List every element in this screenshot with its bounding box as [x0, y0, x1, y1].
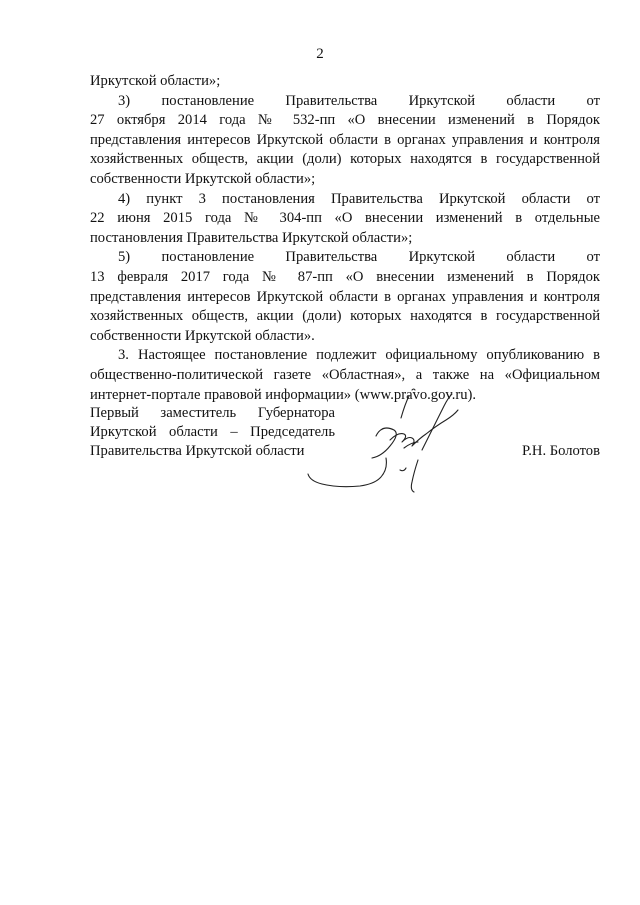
text-line: 13 февраля 2017 года № 87-пп «О внесении изменений в Порядок — [90, 268, 600, 285]
text-line: хозяйственных обществ, акции (доли) которых находятся в государственной — [90, 308, 600, 325]
text-line: 22 июня 2015 года № 304-пп «О внесении изменений в отдельные — [90, 210, 600, 227]
text-line: 3. Настоящее постановление подлежит официальному опубликованию в — [118, 347, 600, 364]
text-line: 27 октября 2014 года № 532-пп «О внесении изменений в Порядок — [90, 112, 600, 129]
text-line: собственности Иркутской области». — [90, 327, 315, 344]
signatory-title-line: Иркутской области – Председатель — [90, 424, 335, 440]
text-line: 4) пункт 3 постановления Правительства Иркутской области от — [118, 190, 600, 207]
signatory-title-line: Правительства Иркутской области — [90, 443, 305, 459]
page-number: 2 — [316, 46, 324, 62]
text-line: постановления Правительства Иркутской области»; — [90, 229, 413, 246]
text-line: собственности Иркутской области»; — [90, 170, 316, 187]
text-line: общественно-политической газете «Областная», а также на «Официальном — [90, 366, 600, 383]
document-body — [90, 72, 600, 405]
text-line: хозяйственных обществ, акции (доли) которых находятся в государственной — [90, 151, 600, 168]
text-line: 5) постановление Правительства Иркутской области от — [118, 249, 600, 266]
text-line: представления интересов Иркутской области в органах управления и контроля — [90, 288, 600, 305]
text-line: Иркутской области»; — [90, 73, 221, 89]
signature-block — [90, 404, 600, 504]
text-line: представления интересов Иркутской области в органах управления и контроля — [90, 131, 600, 148]
text-line: интернет-портале правовой информации» (www.pravo.gov.ru). — [90, 386, 477, 403]
text-line: 3) постановление Правительства Иркутской области от — [118, 92, 600, 109]
signatory-title-line: Первый заместитель Губернатора — [90, 405, 335, 421]
signatory-title — [90, 404, 335, 461]
signatory-name: Р.Н. Болотов — [521, 443, 600, 459]
